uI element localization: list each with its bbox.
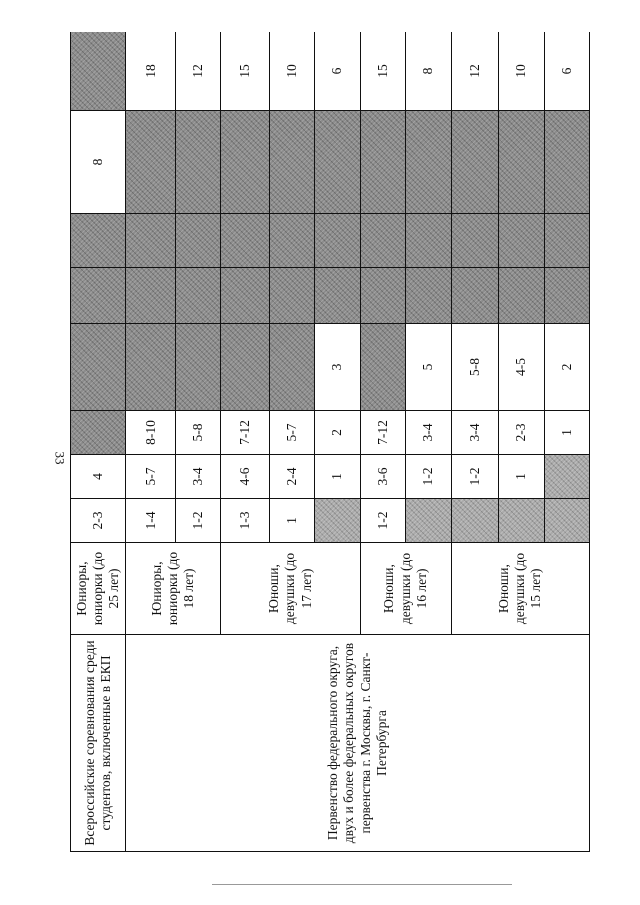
shaded-cell <box>221 324 270 411</box>
shaded-cell <box>221 268 270 324</box>
shaded-cell <box>544 111 589 214</box>
table-cell: 3-6 <box>360 455 405 499</box>
table-cell: 2 <box>315 411 360 455</box>
table-cell: 1 <box>544 411 589 455</box>
shaded-cell <box>221 111 270 214</box>
table-cell: 6 <box>315 32 360 111</box>
table-cell: 5-7 <box>269 411 314 455</box>
group-label-cell: Юноши, девушки (до 17 лет) <box>221 543 360 635</box>
table-cell: 8-10 <box>126 411 176 455</box>
shaded-cell <box>544 499 589 543</box>
shaded-cell <box>451 499 499 543</box>
shaded-cell <box>175 214 220 268</box>
table-cell: 1-2 <box>406 455 451 499</box>
table-cell: 1-2 <box>360 499 405 543</box>
shaded-cell <box>175 111 220 214</box>
table-cell: 5-7 <box>126 455 176 499</box>
shaded-cell <box>499 268 544 324</box>
group-label-cell: Юниоры, юниорки (до 18 лет) <box>126 543 221 635</box>
table-cell: 12 <box>451 32 499 111</box>
table-cell: 1 <box>499 455 544 499</box>
shaded-cell <box>269 268 314 324</box>
shaded-cell <box>499 499 544 543</box>
shaded-cell <box>126 324 176 411</box>
event-header-cell: Всероссийские соревнования среди студентов, включенные в ЕКП <box>71 635 126 852</box>
table-cell: 8 <box>71 111 126 214</box>
table-cell: 2-4 <box>269 455 314 499</box>
shaded-cell <box>126 268 176 324</box>
shaded-cell <box>544 455 589 499</box>
table-cell: 7-12 <box>360 411 405 455</box>
table-cell: 5-8 <box>451 324 499 411</box>
table-cell: 12 <box>175 32 220 111</box>
table-cell: 5 <box>406 324 451 411</box>
table-cell: 4-6 <box>221 455 270 499</box>
table-cell: 4-5 <box>499 324 544 411</box>
group-label-cell: Юноши, девушки (до 15 лет) <box>451 543 589 635</box>
table-cell: 2-3 <box>499 411 544 455</box>
table-cell: 1-4 <box>126 499 176 543</box>
table-cell: 4 <box>71 455 126 499</box>
table-cell: 3-4 <box>451 411 499 455</box>
rotated-table-frame <box>70 32 590 852</box>
shaded-cell <box>406 111 451 214</box>
shaded-cell <box>315 111 360 214</box>
shaded-cell <box>360 268 405 324</box>
table-row <box>126 32 176 852</box>
table-cell: 10 <box>269 32 314 111</box>
shaded-cell <box>71 268 126 324</box>
table-cell: 15 <box>360 32 405 111</box>
table-cell: 15 <box>221 32 270 111</box>
shaded-cell <box>175 324 220 411</box>
table-cell: 18 <box>126 32 176 111</box>
shaded-cell <box>71 214 126 268</box>
table-cell: 7-12 <box>221 411 270 455</box>
shaded-cell <box>360 111 405 214</box>
shaded-cell <box>451 111 499 214</box>
group-label-cell: Юноши, девушки (до 16 лет) <box>360 543 451 635</box>
scan-edge-line <box>212 884 512 885</box>
table-cell: 3 <box>315 324 360 411</box>
table-cell: 2-3 <box>71 499 126 543</box>
table-cell: 1-3 <box>221 499 270 543</box>
page-number: 33 <box>52 451 67 465</box>
table-cell: 6 <box>544 32 589 111</box>
shaded-cell <box>499 214 544 268</box>
shaded-cell <box>269 111 314 214</box>
shaded-cell <box>315 268 360 324</box>
table-cell: 1 <box>315 455 360 499</box>
shaded-cell <box>406 214 451 268</box>
group-label-cell: Юниоры, юниорки (до 25 лет) <box>71 543 126 635</box>
table-cell: 8 <box>406 32 451 111</box>
shaded-cell <box>269 324 314 411</box>
table-cell: 5-8 <box>175 411 220 455</box>
table-cell: 1 <box>269 499 314 543</box>
results-table <box>70 32 590 852</box>
shaded-cell <box>544 268 589 324</box>
shaded-cell <box>499 111 544 214</box>
rotated-table-content <box>70 32 590 852</box>
shaded-cell <box>544 214 589 268</box>
shaded-cell <box>315 214 360 268</box>
table-cell: 3-4 <box>406 411 451 455</box>
shaded-cell <box>406 268 451 324</box>
shaded-cell <box>175 268 220 324</box>
shaded-cell <box>269 214 314 268</box>
table-cell: 2 <box>544 324 589 411</box>
shaded-cell <box>360 214 405 268</box>
event-cell: Первенство федерального округа, двух и более федеральных округов первенства г. Москвы, г. Санкт-Петербурга <box>126 635 590 852</box>
shaded-cell <box>360 324 405 411</box>
table-cell: 10 <box>499 32 544 111</box>
table-cell: 1-2 <box>175 499 220 543</box>
table-cell: 1-2 <box>451 455 499 499</box>
shaded-cell <box>406 499 451 543</box>
shaded-cell <box>221 214 270 268</box>
shaded-cell <box>71 324 126 411</box>
table-row <box>71 32 126 852</box>
shaded-cell <box>451 214 499 268</box>
table-cell: 3-4 <box>175 455 220 499</box>
shaded-cell <box>451 268 499 324</box>
shaded-cell <box>71 32 126 111</box>
shaded-cell <box>126 214 176 268</box>
shaded-cell <box>126 111 176 214</box>
shaded-cell <box>71 411 126 455</box>
shaded-cell <box>315 499 360 543</box>
